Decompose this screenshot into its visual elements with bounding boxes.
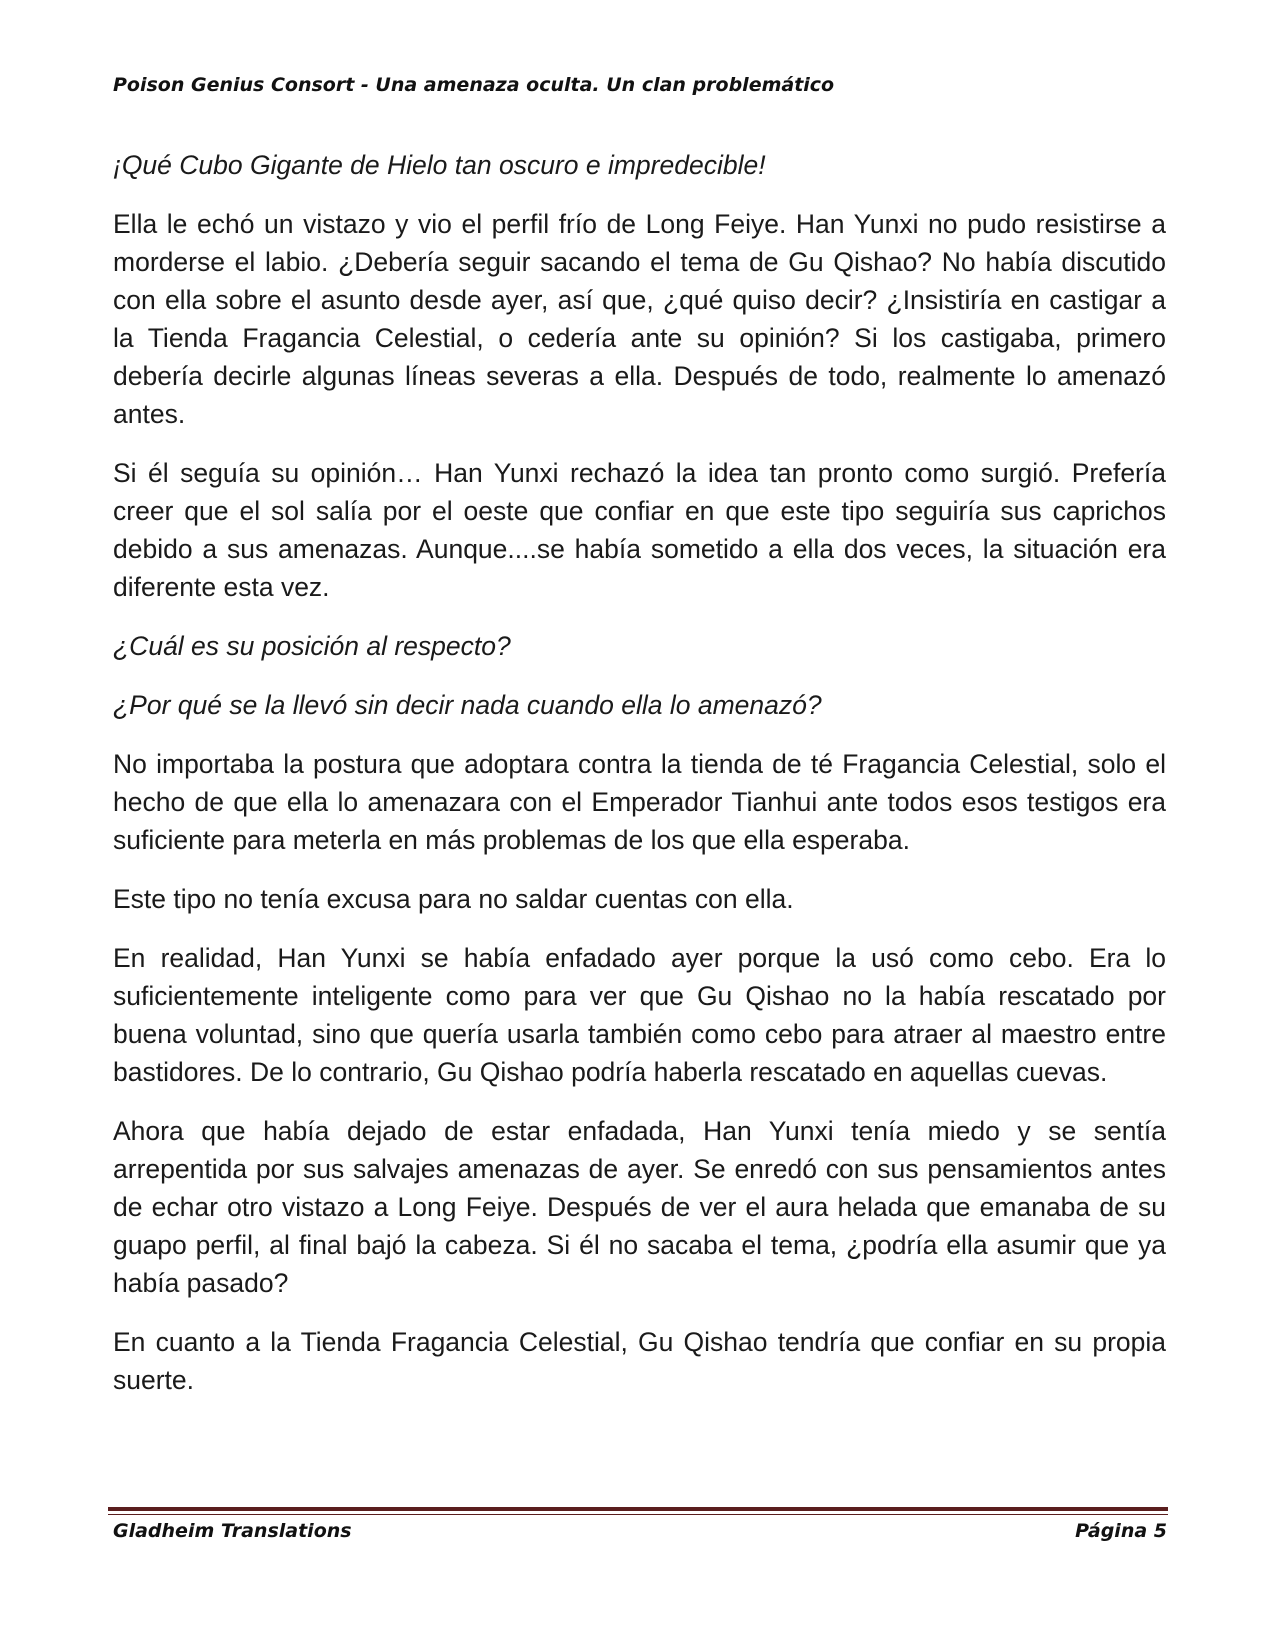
- paragraph-7: Este tipo no tenía excusa para no saldar cuentas con ella.: [113, 884, 794, 914]
- paragraph-2: Ella le echó un vistazo y vio el perfil frío de Long Feiye. Han Yunxi no pudo resistirse a morderse el labio. ¿Debería seguir sacando el tema de Gu Qishao? No había discutido con ella sobre el asunto desde ayer, así que, ¿qué quiso decir? ¿Insistiría en castigar a la Tienda Fragancia Celestial, o cedería ante su opinión? Si los castigaba, primero debería decirle algunas líneas severas a ella. Después de todo, realmente lo amenazó antes.: [113, 209, 1166, 429]
- footer-rule-thin: [108, 1514, 1168, 1515]
- paragraph-8: En realidad, Han Yunxi se había enfadado ayer porque la usó como cebo. Era lo suficientemente inteligente como para ver que Gu Qishao no la había rescatado por buena voluntad, sino que quería usarla también como cebo para atraer al maestro entre bastidores. De lo contrario, Gu Qishao podría haberla rescatado en aquellas cuevas.: [113, 943, 1166, 1087]
- paragraph-6: No importaba la postura que adoptara contra la tienda de té Fragancia Celestial, solo el hecho de que ella lo amenazara con el Emperador Tianhui ante todos esos testigos era suficiente para meterla en más problemas de los que ella esperaba.: [113, 749, 1166, 855]
- paragraph-1: ¡Qué Cubo Gigante de Hielo tan oscuro e impredecible!: [113, 150, 766, 180]
- paragraph-5: ¿Por qué se la llevó sin decir nada cuando ella lo amenazó?: [113, 690, 822, 720]
- page-number: Página 5: [1075, 1520, 1167, 1542]
- body-text: [113, 146, 1166, 1420]
- running-header: Poison Genius Consort - Una amenaza oculta. Un clan problemático: [113, 74, 835, 96]
- paragraph-9: Ahora que había dejado de estar enfadada, Han Yunxi tenía miedo y se sentía arrepentida por sus salvajes amenazas de ayer. Se enredó con sus pensamientos antes de echar otro vistazo a Long Feiye. Después de ver el aura helada que emanaba de su guapo perfil, al final bajó la cabeza. Si él no sacaba el tema, ¿podría ella asumir que ya había pasado?: [113, 1116, 1166, 1298]
- paragraph-4: ¿Cuál es su posición al respecto?: [113, 631, 511, 661]
- paragraph-10: En cuanto a la Tienda Fragancia Celestial, Gu Qishao tendría que confiar en su propia suerte.: [113, 1327, 1166, 1395]
- footer-publisher: Gladheim Translations: [113, 1520, 352, 1542]
- paragraph-3: Si él seguía su opinión… Han Yunxi rechazó la idea tan pronto como surgió. Prefería creer que el sol salía por el oeste que confiar en que este tipo seguiría sus caprichos debido a sus amenazas. Aunque....se había sometido a ella dos veces, la situación era diferente esta vez.: [113, 458, 1166, 602]
- footer-rule: [108, 1507, 1168, 1511]
